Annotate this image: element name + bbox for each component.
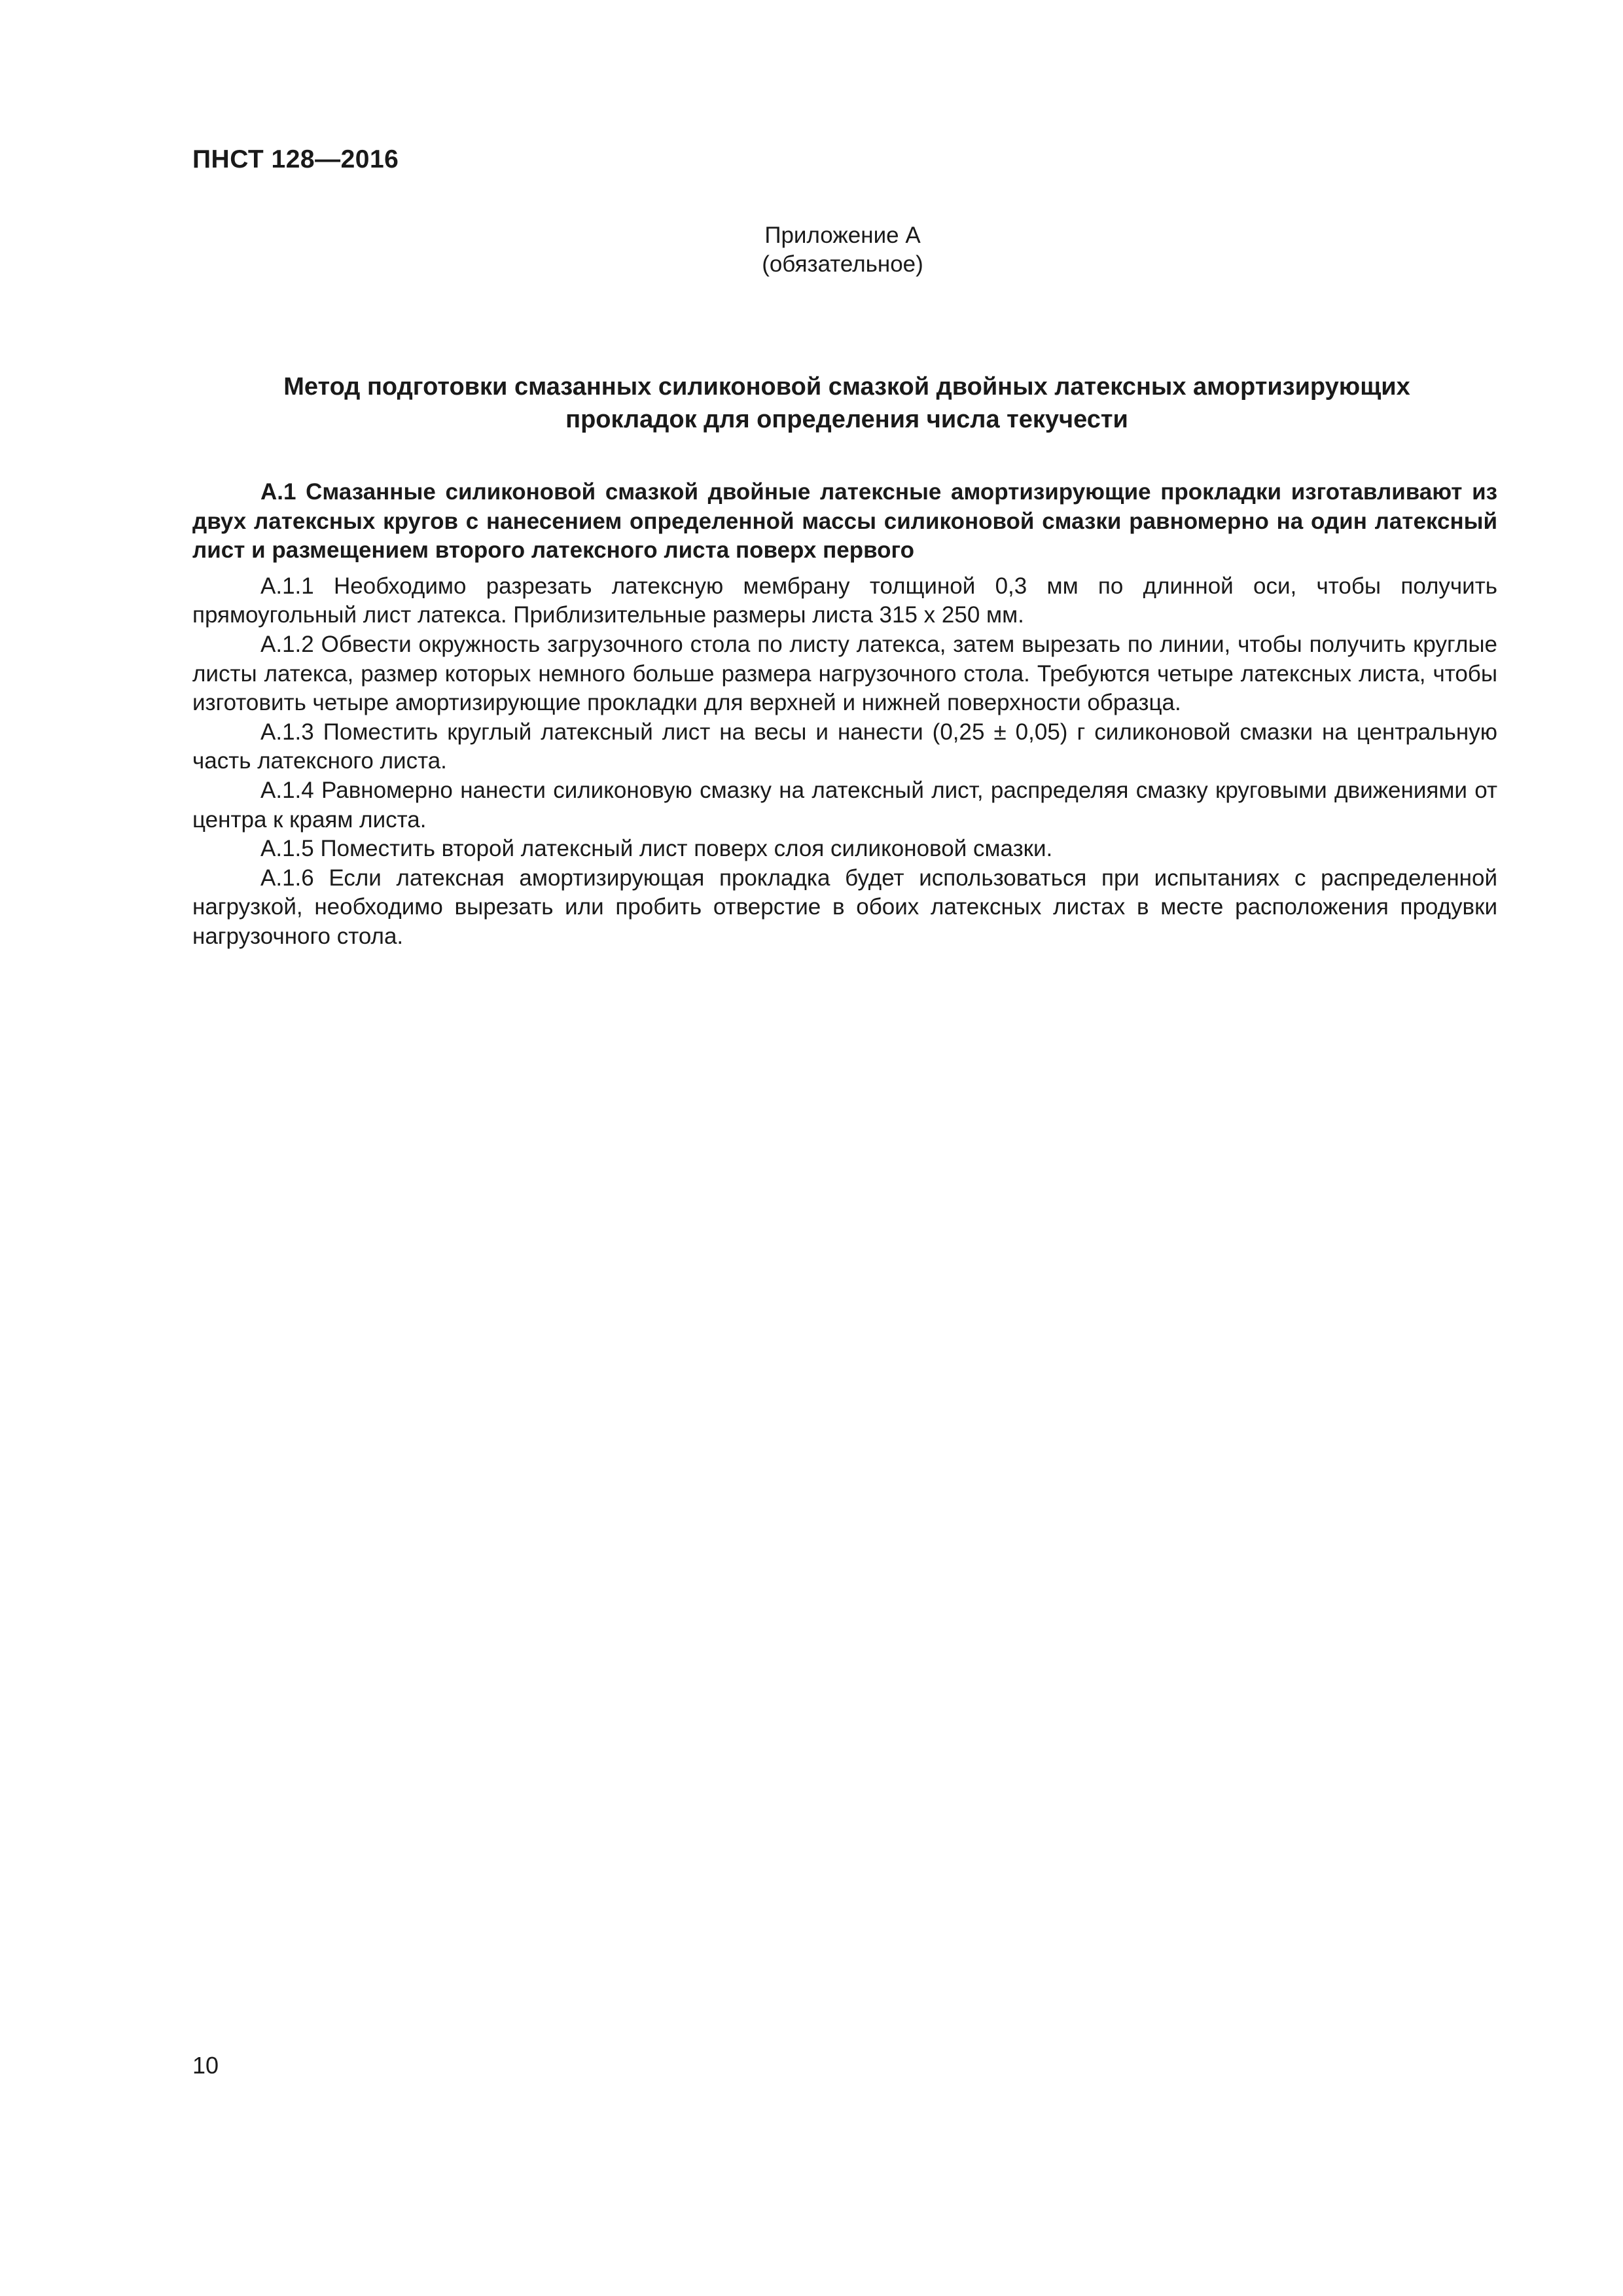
clause-a1: А.1 Смазанные силиконовой смазкой двойные латексные амортизирующие прокладки изготавливают из двух латексных кругов с нанесением определенной массы силиконовой смазки равномерно на один латексный лист и размещением второго латексного листа поверх первого bbox=[192, 479, 1497, 564]
document-code: ПНСТ 128—2016 bbox=[192, 145, 399, 173]
appendix-status: (обязательное) bbox=[762, 251, 923, 277]
body-text bbox=[192, 478, 1497, 952]
section-title bbox=[192, 370, 1501, 436]
appendix-title: Приложение А bbox=[764, 223, 921, 248]
item-a1-5: А.1.5 Поместить второй латексный лист поверх слоя силиконовой смазки. bbox=[260, 836, 1053, 862]
section-title-line-2: прокладок для определения числа текучести bbox=[565, 406, 1128, 433]
item-a1-2: А.1.2 Обвести окружность загрузочного стола по листу латекса, затем вырезать по линии, чтобы получить круглые листы латекса, размер которых немного больше размера нагрузочного стола. Требуются четыре латексных листа, чтобы изготовить четыре амортизирующие прокладки для верхней и нижней поверхности образца. bbox=[192, 631, 1497, 716]
item-a1-6: А.1.6 Если латексная амортизирующая прокладка будет использоваться при испытаниях с распределенной нагрузкой, необходимо вырезать или пробить отверстие в обоих латексных листах в месте расположения продувки нагрузочного стола. bbox=[192, 865, 1497, 949]
item-a1-1: А.1.1 Необходимо разрезать латексную мембрану толщиной 0,3 мм по длинной оси, чтобы получить прямоугольный лист латекса. Приблизительные размеры листа 315 х 250 мм. bbox=[192, 573, 1497, 628]
item-a1-4: А.1.4 Равномерно нанести силиконовую смазку на латексный лист, распределяя смазку круговыми движениями от центра к краям листа. bbox=[192, 777, 1497, 833]
page-number: 10 bbox=[192, 2052, 219, 2079]
appendix-heading bbox=[0, 221, 1623, 279]
section-title-line-1: Метод подготовки смазанных силиконовой смазкой двойных латексных амортизирующих bbox=[283, 373, 1410, 401]
item-a1-3: А.1.3 Поместить круглый латексный лист на весы и нанести (0,25 ± 0,05) г силиконовой смазки на центральную часть латексного листа. bbox=[192, 719, 1497, 774]
